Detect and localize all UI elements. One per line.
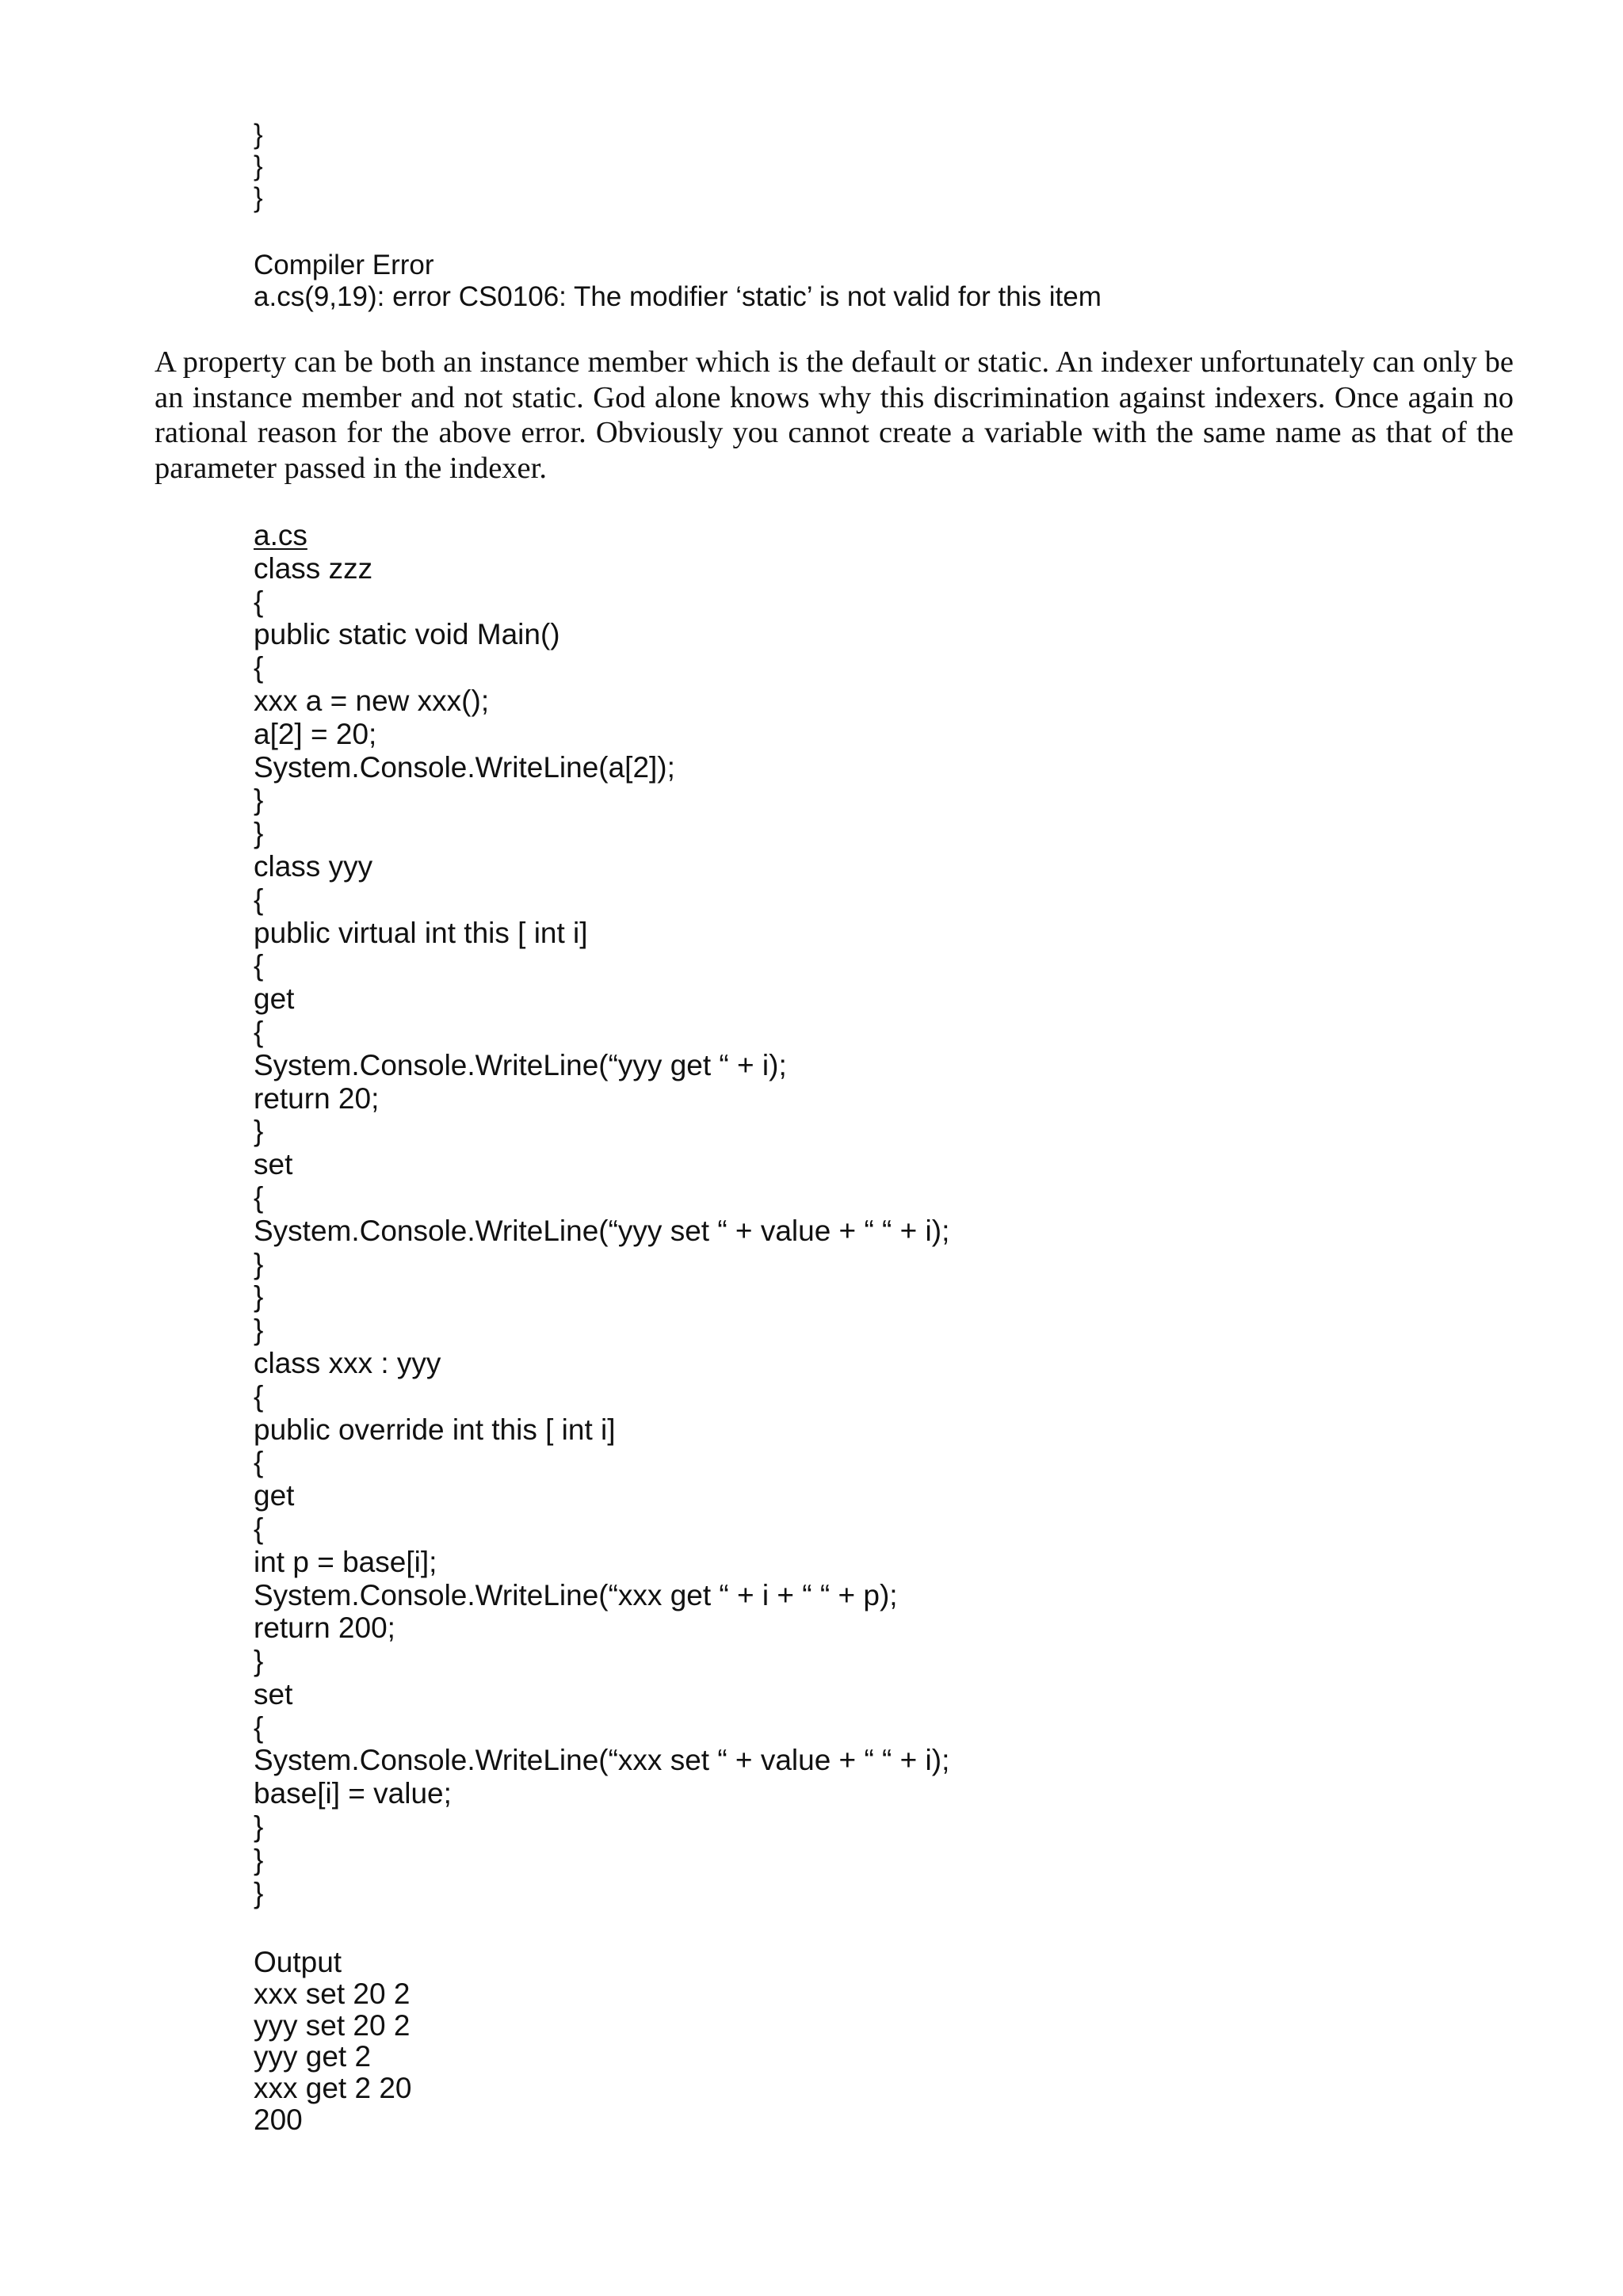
output-line: 200 xyxy=(254,2103,303,2136)
code-line: set xyxy=(254,1677,293,1711)
code-line: public virtual int this [ int i] xyxy=(254,916,588,949)
output-line: yyy set 20 2 xyxy=(254,2008,411,2042)
code-line: get xyxy=(254,1479,295,1512)
code-filename: a.cs xyxy=(254,519,307,551)
code-line: } xyxy=(254,1645,264,1678)
code-line: class zzz xyxy=(254,551,373,585)
code-line: } xyxy=(254,1843,264,1876)
code-line: } xyxy=(254,182,263,213)
code-line: public override int this [ int i] xyxy=(254,1413,616,1446)
code-line: { xyxy=(254,1446,264,1479)
code-line: } xyxy=(254,119,263,150)
code-line: return 200; xyxy=(254,1611,395,1645)
code-line: } xyxy=(254,784,264,817)
code-line: { xyxy=(254,1512,264,1545)
code-line: { xyxy=(254,1015,264,1048)
code-line: } xyxy=(254,1876,264,1909)
output-block xyxy=(254,1947,412,2136)
code-line: get xyxy=(254,982,295,1016)
closing-braces xyxy=(254,119,263,214)
code-line: } xyxy=(254,151,263,181)
code-line: { xyxy=(254,1180,264,1214)
code-line: } xyxy=(254,817,264,850)
code-line: System.Console.WriteLine(“xxx get “ + i + “ “ + p); xyxy=(254,1578,898,1611)
code-line: } xyxy=(254,1280,264,1314)
code-line: a[2] = 20; xyxy=(254,717,377,750)
output-line: yyy get 2 xyxy=(254,2040,372,2073)
code-line: System.Console.WriteLine(a[2]); xyxy=(254,750,675,784)
code-line: { xyxy=(254,1711,264,1744)
code-line: class xxx : yyy xyxy=(254,1346,441,1379)
code-line: } xyxy=(254,1810,264,1844)
code-line: { xyxy=(254,1379,264,1413)
code-line: System.Console.WriteLine(“yyy get “ + i); xyxy=(254,1048,787,1081)
code-line: { xyxy=(254,585,264,618)
code-listing xyxy=(254,519,949,1909)
code-line: } xyxy=(254,1314,264,1347)
output-heading: Output xyxy=(254,1946,342,1978)
output-line: xxx set 20 2 xyxy=(254,1977,411,2010)
code-line: base[i] = value; xyxy=(254,1777,452,1810)
code-line: xxx a = new xxx(); xyxy=(254,684,490,717)
code-line: { xyxy=(254,651,264,685)
code-line: System.Console.WriteLine(“yyy set “ + value + “ “ + i); xyxy=(254,1214,950,1247)
compiler-error-message: a.cs(9,19): error CS0106: The modifier ‘static’ is not valid for this item xyxy=(254,281,1102,312)
code-line: { xyxy=(254,949,264,982)
code-line: System.Console.WriteLine(“xxx set “ + value + “ “ + i); xyxy=(254,1744,950,1777)
output-line: xxx get 2 20 xyxy=(254,2072,412,2105)
code-line: } xyxy=(254,1115,264,1148)
code-line: public static void Main() xyxy=(254,618,560,651)
code-line: { xyxy=(254,883,264,916)
code-line: int p = base[i]; xyxy=(254,1545,437,1578)
code-line: set xyxy=(254,1148,293,1181)
body-paragraph: A property can be both an instance member which is the default or static. An indexer unfortunately can only be an instance member and not static. God alone knows why this discrimination against indexers. Once again no rational reason for the above error. Obviously you cannot create a variable with the same name as that of the parameter passed in the indexer. xyxy=(155,345,1514,485)
compiler-error-heading: Compiler Error xyxy=(254,250,434,280)
code-line: } xyxy=(254,1247,264,1280)
code-line: class yyy xyxy=(254,849,373,883)
compiler-error-block xyxy=(254,250,1102,313)
code-line: return 20; xyxy=(254,1081,380,1115)
